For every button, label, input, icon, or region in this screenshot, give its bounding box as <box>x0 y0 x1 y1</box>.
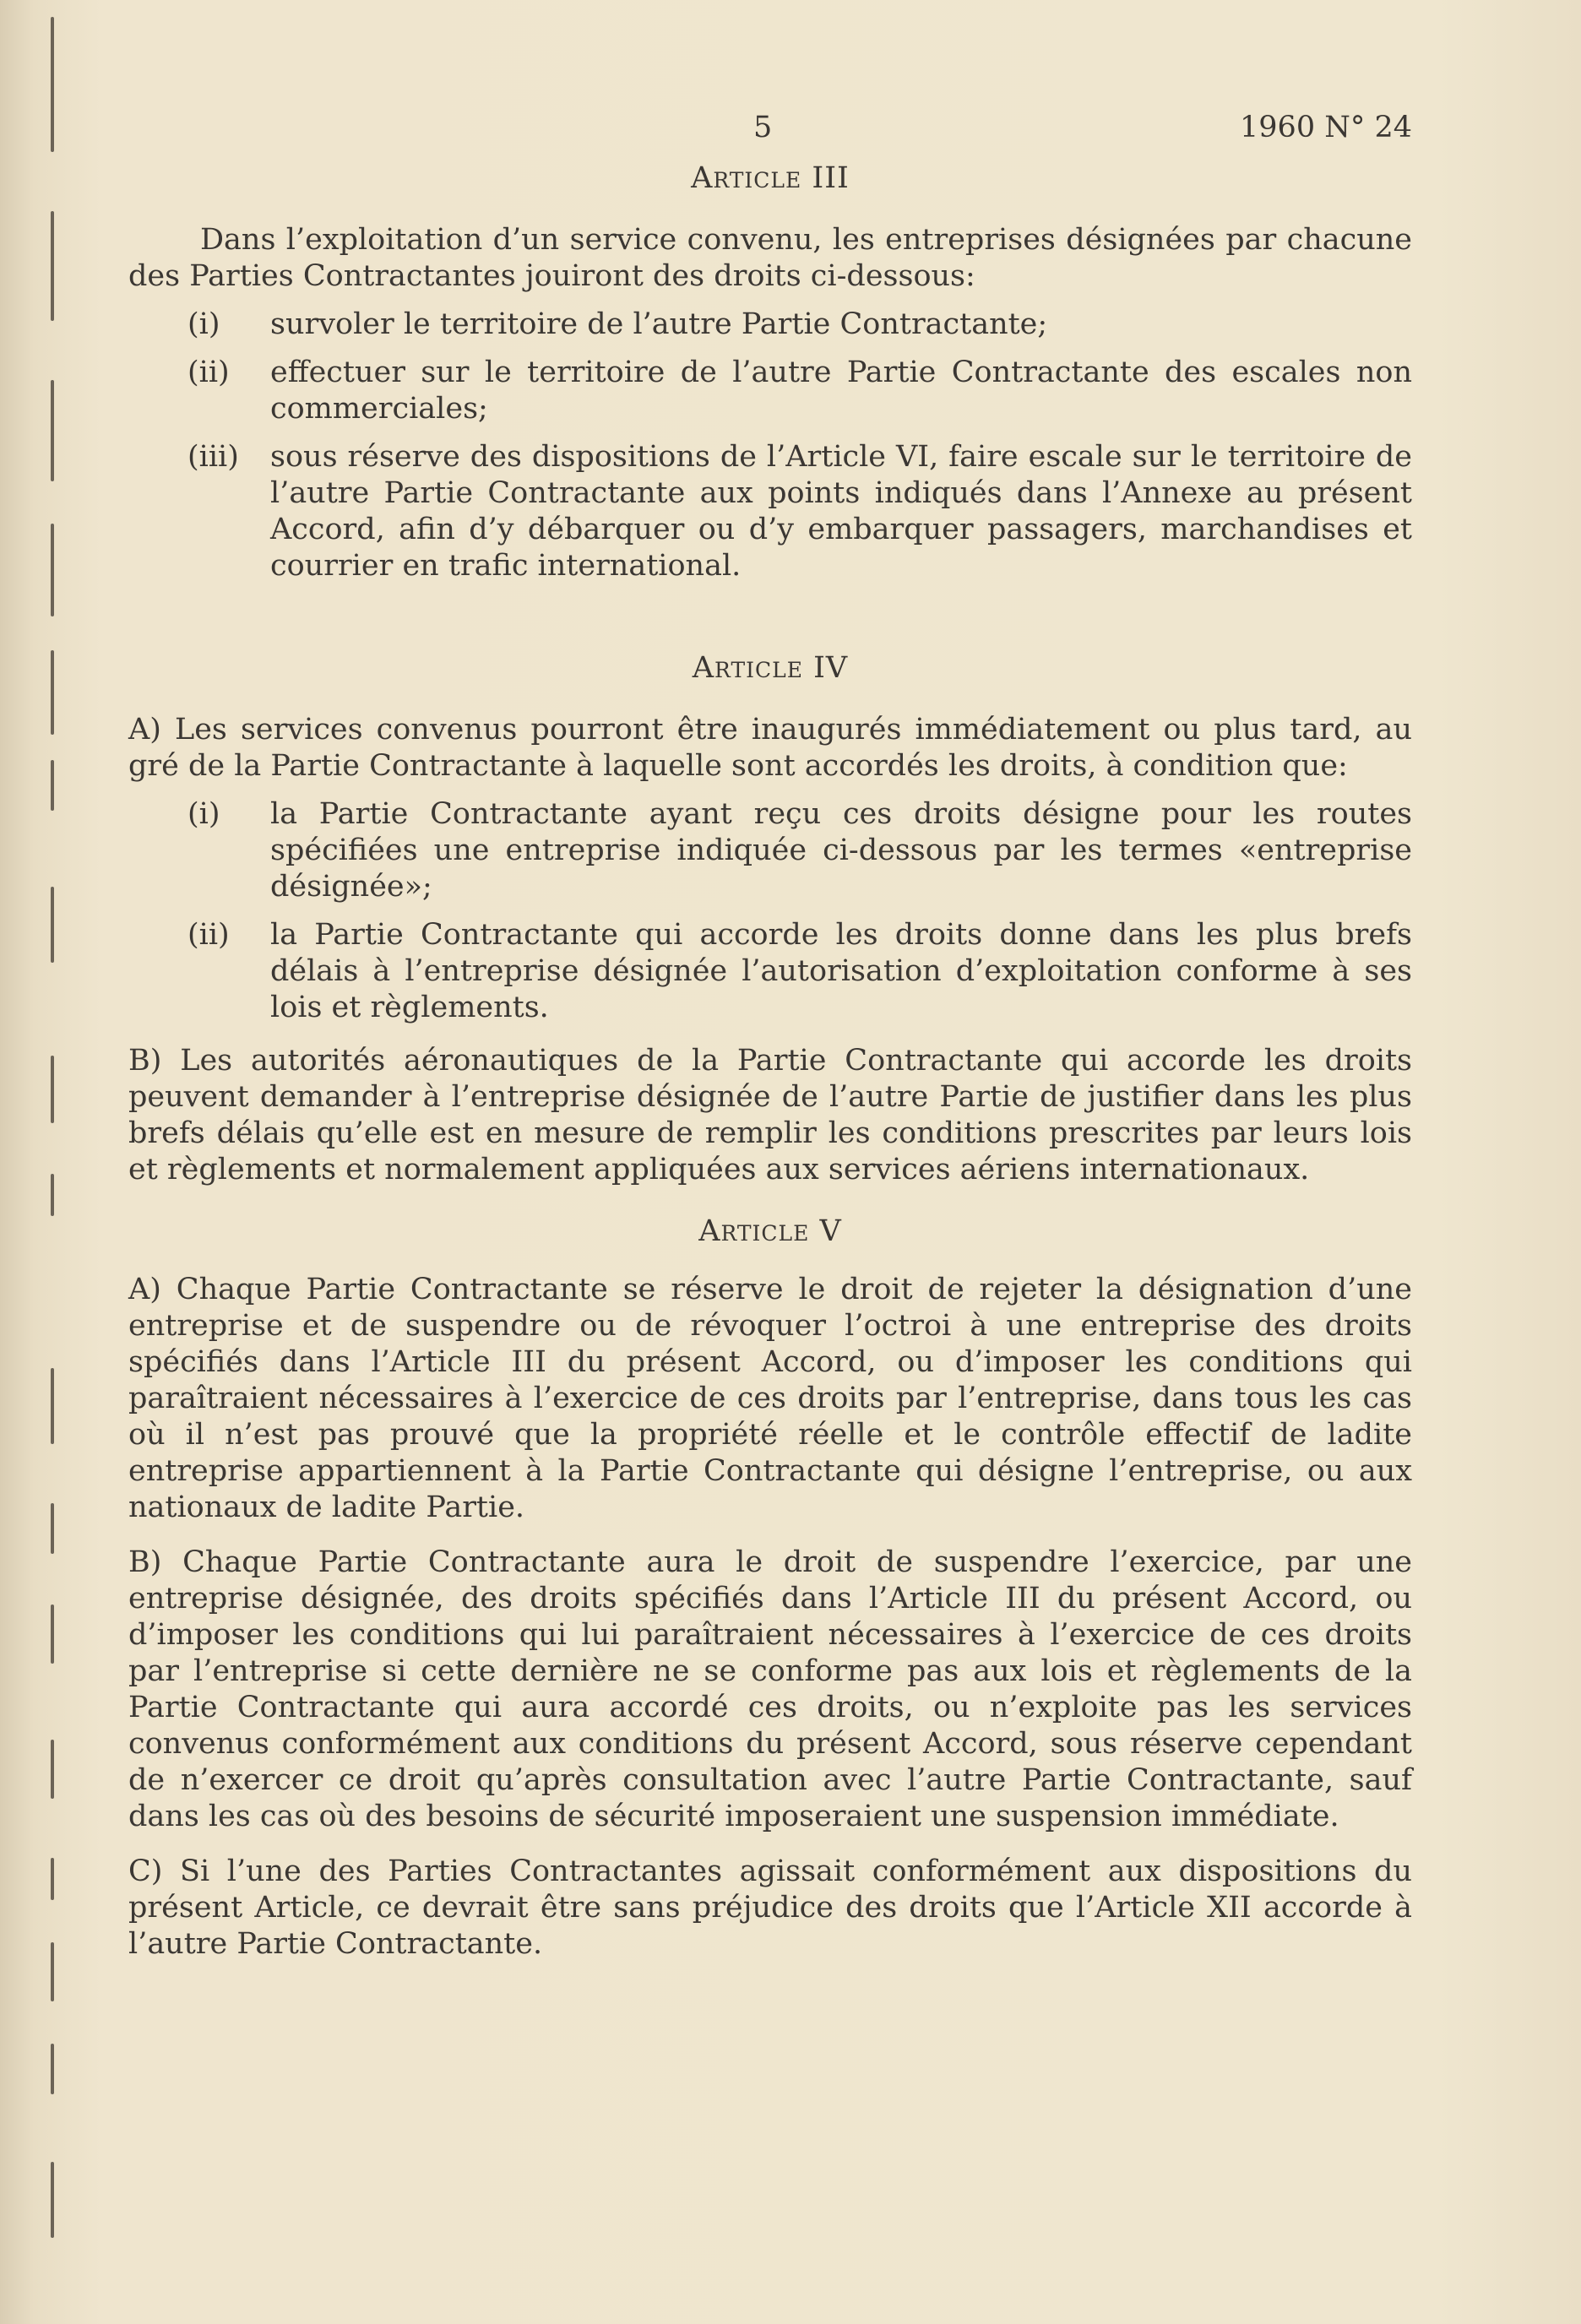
item-label: (iii) <box>187 440 239 474</box>
item-text: effectuer sur le territoire de l’autre Partie Contractante des escales non commerciales; <box>270 356 1412 426</box>
article-3-title: Article III <box>691 161 850 195</box>
article-4-para-b: B) Les autorités aéronautiques de la Partie Contractante qui accorde les droits peuvent demander à l’entreprise désignée de l’autre Partie de justifier dans les plus brefs délais qu’elle est en mesure de remplir les conditions prescrites par leurs lois et règlements et normalement appliquées aux services aériens internationaux. <box>128 1044 1412 1186</box>
article-4-item-ii <box>128 917 1412 1026</box>
item-text: survoler le territoire de l’autre Partie Contractante; <box>270 307 1048 341</box>
article-5-para-b: B) Chaque Partie Contractante aura le droit de suspendre l’exercice, par une entreprise désignée, des droits spécifiés dans l’Article III du présent Accord, ou d’imposer les conditions qui lui paraîtraient nécessaires à l’exercice de ces droits par l’entreprise si cette dernière ne se conforme pas aux lois et règlements de la Partie Contractante qui aura accordé ces droits, ou n’exploite pas les services convenus conformément aux conditions du présent Accord, sous réserve cependant de n’exercer ce droit qu’après consultation avec l’autre Partie Contractante, sauf dans les cas où des besoins de sécurité imposeraient une suspension immédiate. <box>128 1545 1412 1833</box>
page-header <box>128 101 1412 160</box>
item-text: sous réserve des dispositions de l’Article VI, faire escale sur le territoire de l’autre Partie Contractante aux points indiqués dans l’Annexe au présent Accord, afin d’y débarquer ou d’y embarquer passagers, marchandises et courrier en trafic international. <box>270 440 1412 583</box>
page-content <box>128 101 1412 1963</box>
article-4-para-a: A) Les services convenus pourront être inaugurés immédiatement ou plus tard, au gré de la Partie Contractante à laquelle sont accordés les droits, à condition que: <box>128 713 1412 783</box>
binding-gutter <box>51 0 62 2324</box>
article-3-item-iii <box>128 439 1412 584</box>
article-3-item-ii <box>128 355 1412 427</box>
article-5-para-a: A) Chaque Partie Contractante se réserve le droit de rejeter la désignation d’une entreprise et de suspendre ou de révoquer l’octroi à une entreprise des droits spécifiés dans l’Article III du présent Accord, ou d’imposer les conditions qui paraîtraient nécessaires à l’exercice de ces droits par l’entreprise, dans tous les cas où il n’est pas prouvé que la propriété réelle et le contrôle effectif de ladite entreprise appartiennent à la Partie Contractante qui désigne l’entreprise, ou aux nationaux de ladite Partie. <box>128 1273 1412 1524</box>
item-label: (ii) <box>187 356 230 389</box>
page-number: 5 <box>753 111 773 144</box>
header-year-number: 1960 N° 24 <box>1240 111 1412 144</box>
item-label: (i) <box>187 307 220 341</box>
article-4-title: Article IV <box>692 651 849 685</box>
item-label: (i) <box>187 797 220 831</box>
item-label: (ii) <box>187 918 230 952</box>
item-text: la Partie Contractante ayant reçu ces droits désigne pour les routes spécifiées une entreprise indiquée ci-dessous par les termes «entreprise désignée»; <box>270 797 1412 904</box>
item-text: la Partie Contractante qui accorde les droits donne dans les plus brefs délais à l’entreprise désignée l’autorisation d’exploitation conforme à ses lois et règlements. <box>270 918 1412 1024</box>
article-3-intro: Dans l’exploitation d’un service convenu, les entreprises désignées par chacune des Parties Contractantes jouiront des droits ci-dessous: <box>128 223 1412 293</box>
article-3-item-i <box>128 307 1412 343</box>
article-5-para-c: C) Si l’une des Parties Contractantes agissait conformément aux dispositions du présent Article, ce devrait être sans préjudice des droits que l’Article XII accorde à l’autre Partie Contractante. <box>128 1854 1412 1961</box>
article-5-title: Article V <box>698 1214 842 1248</box>
article-4-item-i <box>128 796 1412 905</box>
